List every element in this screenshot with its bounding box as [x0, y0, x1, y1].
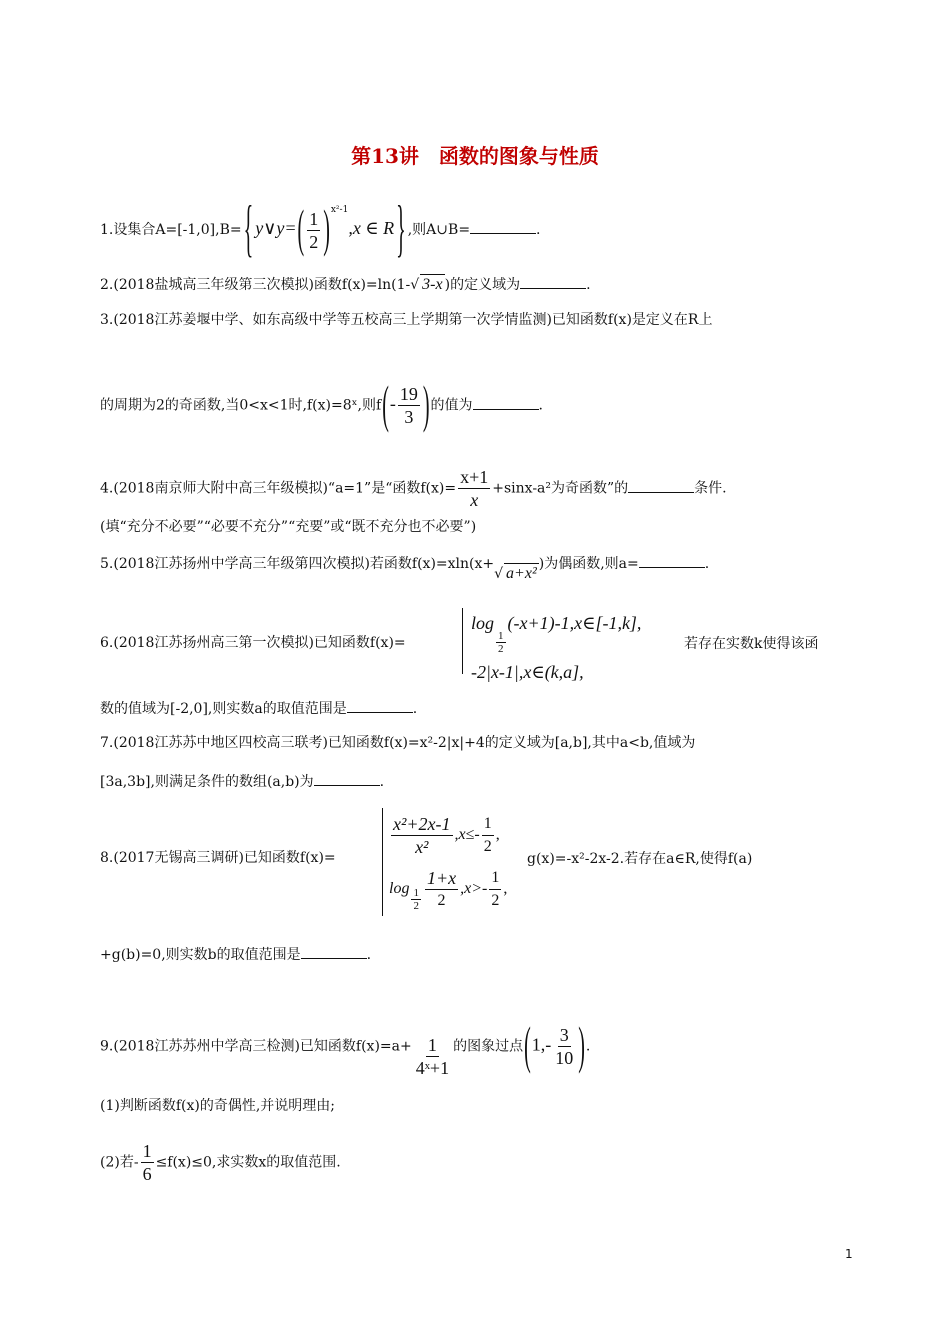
q9-frac-den: 4ˣ+1	[415, 1058, 450, 1078]
q8-c1-cond-frac	[482, 813, 494, 858]
q3-fraction	[398, 383, 420, 428]
q9-point-x: 1,-	[531, 1034, 552, 1055]
q4-frac-den: x	[470, 490, 479, 510]
brace-left: {	[243, 194, 254, 266]
q1-text: 1.设集合A=[-1,0],B=	[100, 222, 242, 238]
q8-c2-cond: ,x>-	[460, 880, 488, 897]
q9-sub2-num: 1	[142, 1141, 152, 1161]
q4-post-text: +sinx-a²为奇函数”的	[492, 480, 629, 497]
q8-c1-cond-num: 1	[482, 813, 494, 836]
q1-exponent: x²-1	[330, 205, 349, 215]
q6-log-base	[496, 630, 506, 655]
q2-end: .	[586, 277, 591, 293]
q3-line2-text: 的周期为2的奇函数,当0<x<1时,f(x)=8ˣ,则f	[100, 397, 382, 414]
q8-c2-fraction	[425, 867, 458, 912]
sqrt-icon: √	[494, 566, 504, 582]
question-4-note	[100, 517, 476, 537]
q9-pt-den: 10	[555, 1048, 574, 1068]
page-title: 第13讲 函数的图象与性质	[351, 144, 599, 168]
q8-line2: +g(b)=0,则实数b的取值范围是	[100, 947, 301, 963]
q5-radicand: a+x²	[506, 565, 537, 582]
question-4	[100, 466, 727, 511]
q2-post-text: )的定义域为	[444, 277, 521, 293]
q3-post-text: 的值为	[430, 397, 473, 414]
question-3	[100, 310, 712, 330]
q7-end: .	[379, 774, 385, 790]
q9-text: 9.(2018江苏苏州中学高三检测)已知函数f(x)=a+	[100, 1038, 412, 1055]
q8-c1-cond-den: 2	[483, 837, 492, 855]
sqrt-icon: √	[410, 277, 420, 293]
question-9-sub2	[100, 1140, 341, 1185]
q8-c2-cond-frac	[489, 867, 501, 912]
q8-c2-num: 1+x	[426, 867, 457, 888]
q9-pt-num: 3	[559, 1025, 569, 1045]
q8-end: .	[366, 947, 372, 963]
q7-line1: 7.(2018江苏苏中地区四校高三联考)已知函数f(x)=x²-2|x|+4的定义域为[a,b],其中a<b,值域为	[100, 735, 696, 751]
q3-frac-den: 3	[404, 407, 414, 427]
q9-fraction	[414, 1034, 451, 1079]
question-2	[100, 274, 591, 295]
q5-end: .	[704, 556, 710, 572]
q9-sub1: (1)判断函数f(x)的奇偶性,并说明理由;	[100, 1098, 335, 1114]
paren-right: )	[323, 201, 330, 259]
q8-base-num: 1	[413, 886, 419, 899]
question-5	[100, 553, 710, 582]
q6-cases	[462, 608, 642, 682]
q6-log: log	[471, 613, 495, 633]
answer-blank	[473, 395, 539, 410]
q1-post-text: ,则A∪B=	[407, 222, 471, 238]
q4-text: 4.(2018南京师大附中高三年级模拟)“a=1”是“函数f(x)=	[100, 480, 457, 497]
question-6	[100, 633, 406, 653]
q6-case-2: -2|x-1|,x∈(k,a],	[471, 662, 584, 682]
paren-right: )	[422, 376, 430, 435]
q6-post-text: 若存在实数k使得该函	[684, 636, 819, 652]
answer-blank	[347, 698, 413, 713]
q4-line2: (填“充分不必要”“必要不充分”“充要”或“既不充分也不必要”)	[100, 519, 477, 535]
answer-blank	[520, 274, 586, 289]
q6-line2: 数的值域为[-2,0],则实数a的取值范围是	[100, 701, 347, 717]
q8-post-text: g(x)=-x²-2x-2.若存在a∈R,使得f(a)	[527, 851, 753, 867]
q8-case-1: $\frac{\text{x²+2x-1}}{\text{x²}}$ ,x≤- $\frac{1}{2}$ ,	[393, 813, 500, 857]
question-8-cont	[100, 944, 371, 965]
q1-frac-den: 2	[309, 231, 319, 252]
q3-end: .	[538, 397, 543, 414]
q5-text: 5.(2018江苏扬州中学高三年级第四次模拟)若函数f(x)=xln(x+	[100, 556, 495, 572]
q6-end: .	[412, 701, 418, 717]
brace-right: }	[396, 194, 406, 266]
q8-log-base	[411, 887, 421, 912]
q6-case1-expr: (-x+1)-1,x∈[-1,k],	[507, 613, 642, 633]
answer-blank	[314, 771, 380, 786]
q6-post	[684, 633, 818, 653]
q9-sub2-fraction	[141, 1140, 154, 1185]
paren-right: )	[578, 1017, 585, 1076]
page-number: 1	[845, 1247, 853, 1261]
q8-cases	[382, 808, 529, 916]
q3-line1: 3.(2018江苏姜堰中学、如东高级中学等五校高三上学期第一次学情监测)已知函数f(x)是定义在R上	[100, 312, 713, 328]
q8-post	[527, 848, 752, 868]
question-9-sub1	[100, 1096, 335, 1116]
q2-text: 2.(2018盐城高三年级第三次模拟)函数f(x)=ln(1-	[100, 277, 411, 293]
question-7	[100, 733, 695, 753]
q8-c2-cond-den: 2	[491, 891, 500, 909]
q6-text: 6.(2018江苏扬州高三第一次模拟)已知函数f(x)=	[100, 635, 406, 651]
answer-blank	[470, 219, 536, 234]
q8-c1-den: x²	[415, 836, 429, 857]
q8-c1-num: x²+2x-1	[393, 813, 451, 834]
paren-left: (	[382, 376, 389, 435]
answer-blank	[301, 944, 367, 959]
question-9	[100, 1017, 591, 1078]
paren-left: (	[524, 1017, 531, 1076]
q4-frac-num: x+1	[460, 467, 489, 487]
q8-c1-fraction	[391, 813, 453, 858]
q8-c2-cond-num: 1	[489, 867, 501, 890]
q1-end: .	[536, 222, 541, 238]
paren-left: (	[297, 201, 305, 259]
q8-log: log	[389, 880, 410, 897]
q6-base-den: 2	[498, 643, 504, 655]
q6-case-1	[471, 608, 641, 655]
question-7-cont	[100, 771, 384, 792]
q9-point-frac	[553, 1024, 575, 1069]
q8-base-den: 2	[413, 899, 419, 912]
q1-frac-num: 1	[309, 208, 319, 229]
q4-fraction	[458, 466, 490, 511]
q4-tail: 条件.	[694, 480, 727, 497]
q1-fraction	[307, 208, 320, 253]
q1-set-tail: ,x ∈ R	[348, 218, 395, 238]
question-3-cont	[100, 376, 543, 435]
answer-blank	[628, 478, 694, 493]
q7-line2: [3a,3b],则满足条件的数组(a,b)为	[100, 774, 314, 790]
q8-text: 8.(2017无锡高三调研)已知函数f(x)=	[100, 850, 336, 866]
q8-c1-cond: ,x≤-	[454, 826, 480, 843]
q9-end: .	[585, 1038, 591, 1055]
q3-arg-sign: -	[389, 393, 396, 414]
q9-post-text: 的图象过点	[453, 1038, 524, 1055]
q5-post-text: )为偶函数,则a=	[538, 556, 639, 572]
q8-c2-den: 2	[437, 891, 446, 909]
q8-case-2: log $\frac{1}{2}$ $\frac{1+x}{2}$ ,x>- $\frac{1}{2}$ ,	[389, 867, 508, 912]
q9-sub2-den: 6	[142, 1164, 152, 1184]
answer-blank	[639, 553, 705, 568]
question-6-cont	[100, 698, 417, 719]
q1-set-lhs: y∨y=	[255, 218, 297, 238]
q6-base-num: 1	[498, 630, 504, 642]
q9-frac-num: 1	[427, 1035, 437, 1055]
question-1	[100, 194, 541, 266]
q9-sub2-pre: (2)若-	[100, 1154, 139, 1171]
q2-radicand: 3-x	[422, 276, 443, 293]
question-8	[100, 848, 336, 868]
q9-sub2-post: ≤f(x)≤0,求实数x的取值范围.	[155, 1154, 341, 1171]
q3-frac-num: 19	[399, 384, 418, 404]
